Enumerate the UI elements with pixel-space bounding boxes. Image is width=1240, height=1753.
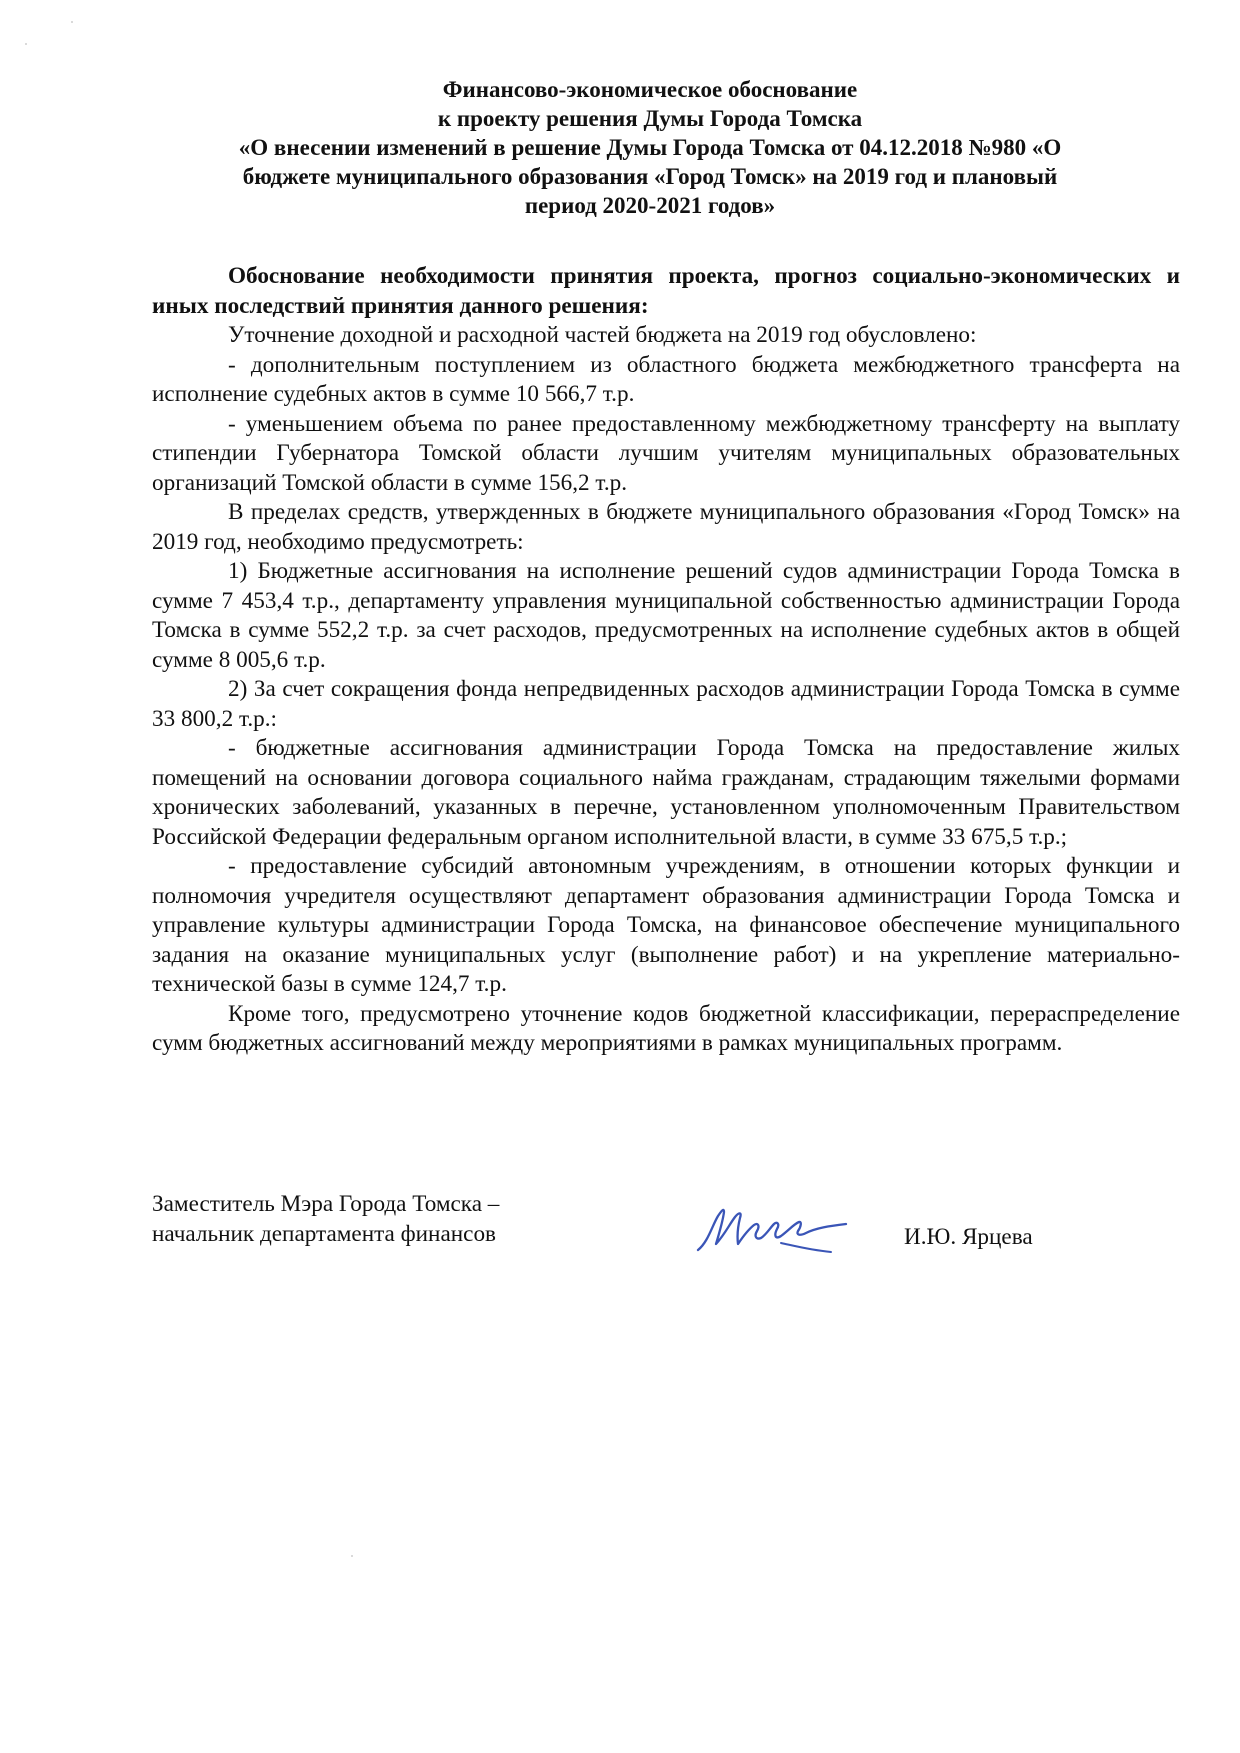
document-body [152, 262, 1180, 1059]
within-budget-intro: В пределах средств, утвержденных в бюджете муниципального образования «Город Томск» на 2019 год, необходимо предусмотреть: [152, 499, 1180, 555]
title-line-3: «О внесении изменений в решение Думы Города Томска от 04.12.2018 №980 «О [238, 135, 1062, 160]
additional-clarification-paragraph: Кроме того, предусмотрено уточнение кодов бюджетной классификации, перераспределение сумм бюджетных ассигнований между мероприятиями в рамках муниципальных программ. [152, 1000, 1180, 1056]
title-line-4: бюджете муниципального образования «Город Томск» на 2019 год и плановый [242, 164, 1058, 189]
signature-position-line-2: начальник департамента финансов [152, 1221, 496, 1247]
scan-speck [25, 43, 27, 45]
signatory-name: И.Ю. Ярцева [904, 1224, 1033, 1250]
signature-position-line-1: Заместитель Мэра Города Томска – [152, 1191, 500, 1217]
title-line-1: Финансово-экономическое обоснование [442, 77, 858, 102]
housing-allocation-item: - бюджетные ассигнования администрации Города Томска на предоставление жилых помещений на основании договора социального найма гражданам, страдающим тяжелыми формами хронических заболеваний, указанных в перечне, установленном уполномоченным Правительством Российской Федерации федеральным органом исполнительной власти, в сумме 33 675,5 т.р.; [152, 735, 1180, 850]
signature-position [152, 1189, 652, 1249]
court-decisions-item: 1) Бюджетные ассигнования на исполнение решений судов администрации Города Томска в сумме 7 453,4 т.р., департаменту управления муниципальной собственностью администрации Города Томска в сумме 552,2 т.р. за счет расходов, предусмотренных на исполнение судебных актов в общей сумме 8 005,6 т.р. [152, 558, 1180, 673]
title-line-2: к проекту решения Думы Города Томска [437, 106, 863, 131]
subsidies-item: - предоставление субсидий автономным учреждениям, в отношении которых функции и полномочия учредителя осуществляют департамент образования администрации Города Томска и управление культуры администрации Города Томска, на финансовое обеспечение муниципального задания на оказание муниципальных услуг (выполнение работ) и на укрепление материально-технической базы в сумме 124,7 т.р. [152, 853, 1180, 997]
scan-speck [351, 1555, 353, 1557]
justification-heading: Обоснование необходимости принятия проекта, прогноз социально-экономических и иных последствий принятия данного решения: [152, 263, 1180, 319]
reduced-transfer-item: - уменьшением объема по ранее предоставленному межбюджетному трансферту на выплату стипендии Губернатора Томской области лучшим учителям муниципальных образовательных организаций Томской области в сумме 156,2 т.р. [152, 410, 1180, 496]
title-line-5: период 2020-2021 годов» [524, 193, 776, 218]
scan-speck [71, 21, 73, 23]
handwritten-signature [690, 1200, 860, 1260]
additional-transfer-item: - дополнительным поступлением из областного бюджета межбюджетного трансферта на исполнение судебных актов в сумме 10 566,7 т.р. [152, 351, 1180, 407]
document-title [150, 75, 1150, 220]
contingency-fund-item: 2) За счет сокращения фонда непредвиденных расходов администрации Города Томска в сумме 33 800,2 т.р.: [152, 676, 1180, 732]
budget-clarification-intro: Уточнение доходной и расходной частей бюджета на 2019 год обусловлено: [228, 322, 977, 348]
